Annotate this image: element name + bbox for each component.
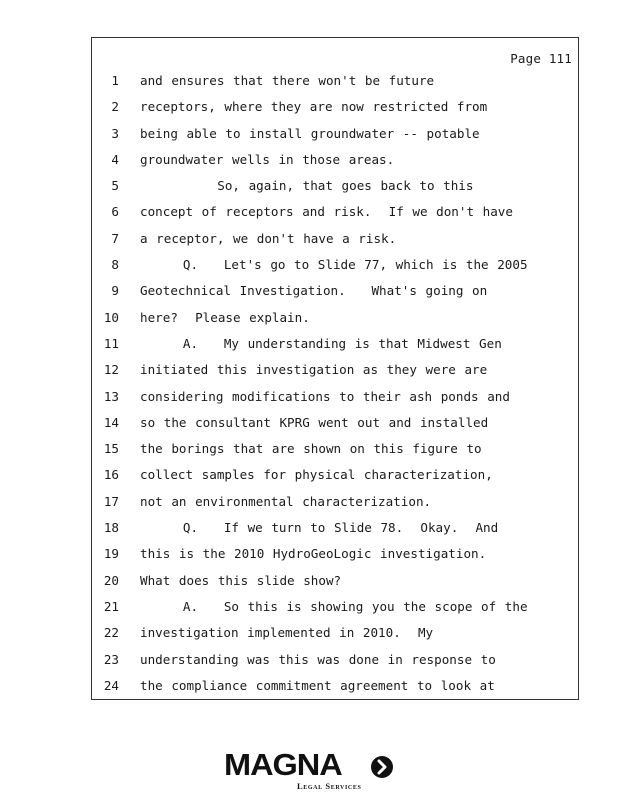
line-number: 9 — [111, 283, 119, 299]
line-text: investigation implemented in 2010. My — [140, 625, 434, 641]
line-text: and ensures that there won't be future — [140, 73, 435, 88]
line-text: receptors, where they are now restricted from — [140, 99, 488, 115]
line-number: 22 — [103, 625, 119, 641]
transcript-line — [92, 201, 578, 227]
line-number: 10 — [103, 309, 119, 325]
line-text: considering modifications to their ash ponds and — [140, 388, 510, 404]
transcript-line — [92, 438, 578, 464]
line-text: this is the 2010 HydroGeoLogic investigation. — [140, 546, 487, 562]
transcript-line — [92, 280, 578, 306]
transcript-line — [92, 70, 578, 96]
line-text: So, again, that goes back to this — [140, 178, 474, 194]
transcript-line — [92, 464, 578, 490]
line-number: 19 — [103, 546, 119, 562]
line-text: A. My understanding is that Midwest Gen — [140, 335, 502, 351]
line-number: 4 — [111, 151, 119, 167]
line-number: 15 — [103, 441, 119, 457]
line-text: the borings that are shown on this figure to — [140, 441, 482, 457]
transcript-line — [92, 622, 578, 648]
line-text: so the consultant KPRG went out and installed — [140, 414, 489, 430]
logo-wordmark: MAGNA — [224, 747, 342, 782]
line-number: 23 — [103, 651, 119, 667]
transcript-page — [91, 37, 579, 700]
transcript-line — [92, 123, 578, 149]
line-number: 17 — [103, 493, 119, 509]
line-number: 3 — [111, 125, 119, 141]
line-text: here? Please explain. — [140, 309, 310, 325]
line-number: 20 — [103, 572, 119, 588]
line-number: 5 — [111, 178, 119, 194]
transcript-line — [92, 412, 578, 438]
line-number: 13 — [103, 388, 119, 404]
transcript-line — [92, 570, 578, 596]
transcript-line — [92, 254, 578, 280]
line-text: the compliance commitment agreement to look at — [140, 677, 495, 693]
line-text: understanding was this was done in response to — [140, 651, 496, 667]
line-text: Geotechnical Investigation. What's going on — [140, 283, 488, 299]
transcript-line — [92, 228, 578, 254]
transcript-line — [92, 149, 578, 175]
transcript-line — [92, 491, 578, 517]
transcript-line — [92, 307, 578, 333]
transcript-line — [92, 517, 578, 543]
line-number: 12 — [103, 362, 119, 378]
line-number: 18 — [103, 520, 119, 536]
transcript-line — [92, 359, 578, 385]
line-text: Q. If we turn to Slide 78. Okay. And — [140, 520, 499, 536]
line-text: Q. Let's go to Slide 77, which is the 2005 — [140, 257, 528, 273]
magna-logo — [224, 748, 396, 792]
transcript-line — [92, 386, 578, 412]
line-number: 1 — [111, 73, 119, 88]
line-number: 21 — [103, 598, 119, 614]
transcript-line — [92, 175, 578, 201]
line-text: concept of receptors and risk. If we don't have — [140, 204, 513, 220]
line-text: groundwater wells in those areas. — [140, 151, 395, 167]
transcript-line — [92, 333, 578, 359]
line-text: not an environmental characterization. — [140, 493, 432, 509]
transcript-line — [92, 675, 578, 701]
transcript-line — [92, 596, 578, 622]
line-number: 24 — [103, 677, 119, 693]
line-text: collect samples for physical characterization, — [140, 467, 493, 483]
line-number: 16 — [103, 467, 119, 483]
transcript-line — [92, 543, 578, 569]
line-text: A. So this is showing you the scope of the — [140, 598, 528, 614]
line-number: 7 — [111, 230, 119, 246]
line-number: 14 — [103, 414, 119, 430]
line-number: 6 — [111, 204, 119, 220]
line-text: initiated this investigation as they were are — [140, 362, 488, 378]
line-number: 11 — [103, 335, 119, 351]
line-number: 8 — [111, 257, 119, 273]
chevron-right-circle-icon — [371, 756, 393, 778]
line-text: being able to install groundwater -- potable — [140, 125, 480, 141]
page-number: Page 111 — [510, 51, 572, 66]
line-number: 2 — [111, 99, 119, 115]
transcript-line — [92, 649, 578, 675]
logo-subtitle: Legal Services — [297, 781, 362, 791]
line-text: What does this slide show? — [140, 572, 342, 588]
line-text: a receptor, we don't have a risk. — [140, 230, 397, 246]
transcript-line — [92, 96, 578, 122]
transcript-lines — [92, 70, 578, 701]
